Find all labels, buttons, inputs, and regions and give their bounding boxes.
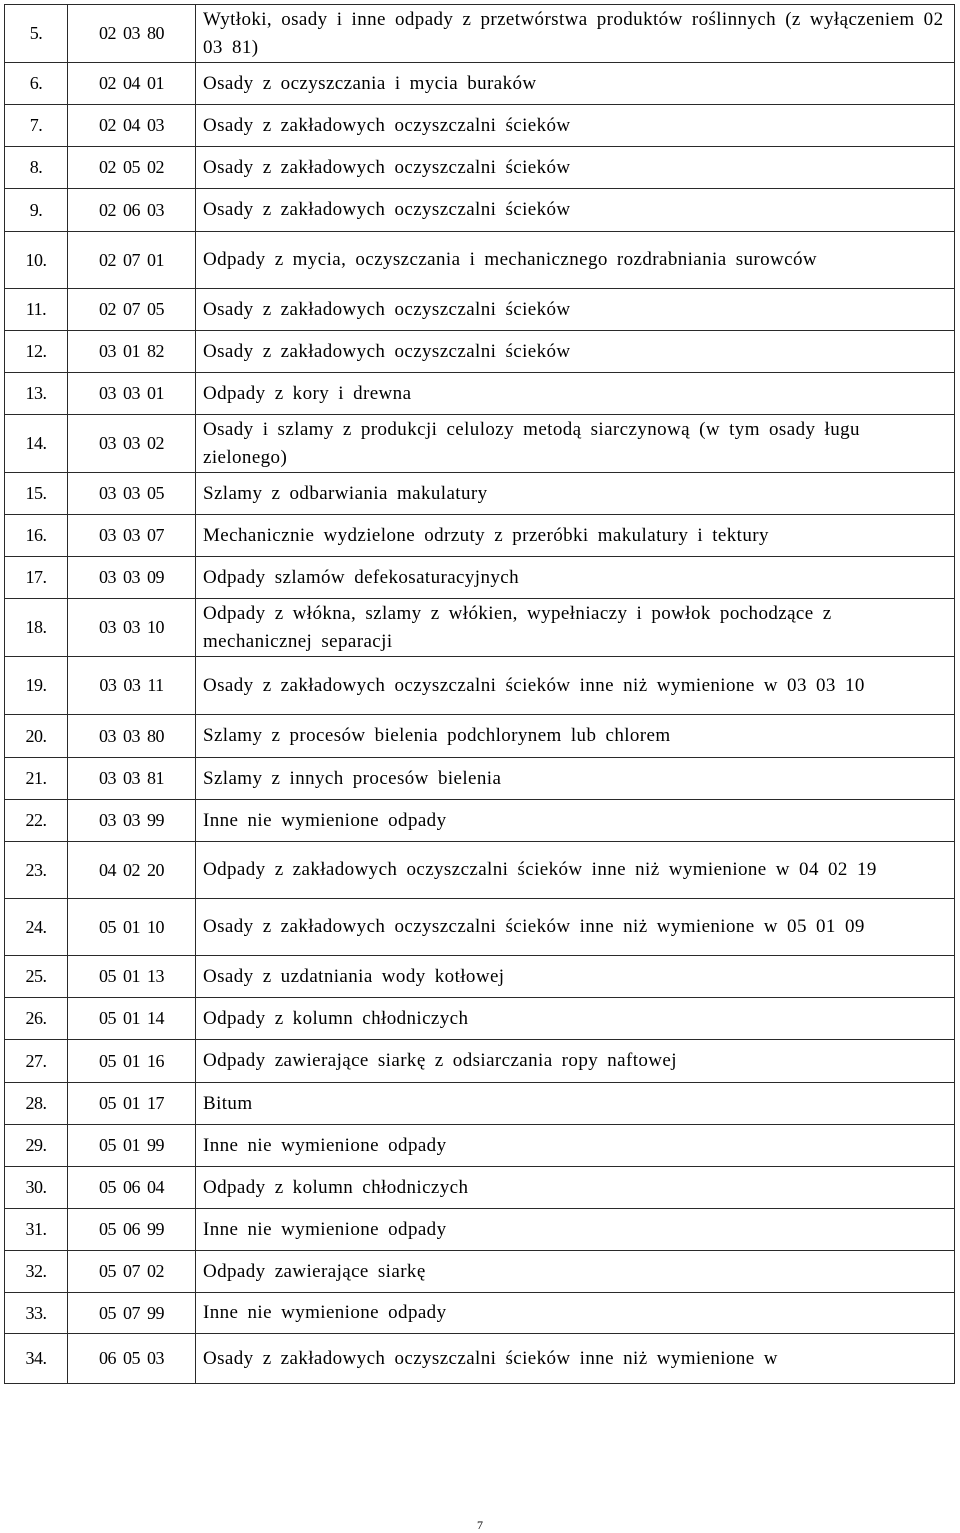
- waste-code: 05 01 99: [68, 1125, 196, 1167]
- row-number: 6.: [5, 63, 68, 105]
- table-row: [5, 956, 955, 998]
- row-number: 7.: [5, 105, 68, 147]
- waste-code: 05 01 13: [68, 956, 196, 998]
- waste-code: 05 01 17: [68, 1083, 196, 1125]
- row-number: 14.: [5, 415, 68, 473]
- waste-code: 03 03 11: [68, 657, 196, 715]
- waste-code: 02 07 05: [68, 289, 196, 331]
- table-row: [5, 899, 955, 956]
- row-number: 19.: [5, 657, 68, 715]
- waste-description: Inne nie wymienione odpady: [196, 1125, 955, 1167]
- row-number: 17.: [5, 557, 68, 599]
- waste-description: Mechanicznie wydzielone odrzuty z przeróbki makulatury i tektury: [196, 515, 955, 557]
- waste-code: 02 04 01: [68, 63, 196, 105]
- waste-code: 02 04 03: [68, 105, 196, 147]
- row-number: 27.: [5, 1040, 68, 1083]
- row-number: 16.: [5, 515, 68, 557]
- waste-code: 02 06 03: [68, 189, 196, 232]
- waste-code: 02 03 80: [68, 5, 196, 63]
- table-row: [5, 189, 955, 232]
- row-number: 31.: [5, 1209, 68, 1251]
- table-row: [5, 1125, 955, 1167]
- waste-description: Odpady z włókna, szlamy z włókien, wypełniaczy i powłok pochodzące z mechanicznej separacji: [196, 599, 955, 657]
- waste-description: Szlamy z innych procesów bielenia: [196, 758, 955, 800]
- table-row: [5, 105, 955, 147]
- table-row: [5, 63, 955, 105]
- waste-description: Inne nie wymienione odpady: [196, 1293, 955, 1334]
- row-number: 23.: [5, 842, 68, 899]
- row-number: 20.: [5, 715, 68, 758]
- row-number: 29.: [5, 1125, 68, 1167]
- waste-description: Bitum: [196, 1083, 955, 1125]
- table-row: [5, 1251, 955, 1293]
- row-number: 26.: [5, 998, 68, 1040]
- table-row: [5, 5, 955, 63]
- waste-description: Osady z zakładowych oczyszczalni ścieków inne niż wymienione w 05 01 09: [196, 899, 955, 956]
- table-row: [5, 289, 955, 331]
- waste-description: Odpady zawierające siarkę: [196, 1251, 955, 1293]
- waste-description: Szlamy z odbarwiania makulatury: [196, 473, 955, 515]
- waste-code: 05 07 02: [68, 1251, 196, 1293]
- waste-code: 05 01 16: [68, 1040, 196, 1083]
- row-number: 10.: [5, 232, 68, 289]
- waste-codes-table: [4, 4, 955, 1384]
- waste-description: Odpady szlamów defekosaturacyjnych: [196, 557, 955, 599]
- waste-description: Odpady zawierające siarkę z odsiarczania ropy naftowej: [196, 1040, 955, 1083]
- table-row: [5, 373, 955, 415]
- waste-description: Osady z zakładowych oczyszczalni ścieków: [196, 147, 955, 189]
- waste-description: Odpady z kory i drewna: [196, 373, 955, 415]
- table-row: [5, 758, 955, 800]
- row-number: 15.: [5, 473, 68, 515]
- table-row: [5, 657, 955, 715]
- waste-code: 05 01 14: [68, 998, 196, 1040]
- waste-code: 03 03 09: [68, 557, 196, 599]
- waste-code: 03 03 81: [68, 758, 196, 800]
- table-row: [5, 331, 955, 373]
- row-number: 18.: [5, 599, 68, 657]
- waste-code: 03 03 02: [68, 415, 196, 473]
- waste-description: Osady z zakładowych oczyszczalni ścieków: [196, 105, 955, 147]
- row-number: 5.: [5, 5, 68, 63]
- waste-description: Inne nie wymienione odpady: [196, 1209, 955, 1251]
- table-row: [5, 557, 955, 599]
- row-number: 33.: [5, 1293, 68, 1334]
- waste-code: 05 07 99: [68, 1293, 196, 1334]
- table-row: [5, 147, 955, 189]
- table-row: [5, 515, 955, 557]
- row-number: 9.: [5, 189, 68, 232]
- waste-code: 03 03 07: [68, 515, 196, 557]
- table-row: [5, 1293, 955, 1334]
- row-number: 12.: [5, 331, 68, 373]
- waste-description: Osady z zakładowych oczyszczalni ścieków inne niż wymienione w: [196, 1334, 955, 1384]
- table-row: [5, 1167, 955, 1209]
- waste-code: 05 01 10: [68, 899, 196, 956]
- table-body: [5, 5, 955, 1384]
- page-number: 7: [477, 1518, 483, 1532]
- row-number: 8.: [5, 147, 68, 189]
- waste-code: 05 06 99: [68, 1209, 196, 1251]
- waste-description: Osady z zakładowych oczyszczalni ścieków: [196, 189, 955, 232]
- waste-description: Wytłoki, osady i inne odpady z przetwórstwa produktów roślinnych (z wyłączeniem 02 03 81): [196, 5, 955, 63]
- row-number: 34.: [5, 1334, 68, 1384]
- table-row: [5, 232, 955, 289]
- table-row: [5, 800, 955, 842]
- waste-description: Osady z zakładowych oczyszczalni ścieków: [196, 331, 955, 373]
- table-row: [5, 715, 955, 758]
- table-row: [5, 1040, 955, 1083]
- waste-code: 04 02 20: [68, 842, 196, 899]
- waste-description: Szlamy z procesów bielenia podchlorynem lub chlorem: [196, 715, 955, 758]
- waste-description: Osady z uzdatniania wody kotłowej: [196, 956, 955, 998]
- row-number: 11.: [5, 289, 68, 331]
- waste-code: 05 06 04: [68, 1167, 196, 1209]
- row-number: 25.: [5, 956, 68, 998]
- table-row: [5, 1083, 955, 1125]
- table-row: [5, 473, 955, 515]
- table-row: [5, 599, 955, 657]
- row-number: 28.: [5, 1083, 68, 1125]
- waste-code: 06 05 03: [68, 1334, 196, 1384]
- waste-description: Osady z oczyszczania i mycia buraków: [196, 63, 955, 105]
- waste-code: 02 05 02: [68, 147, 196, 189]
- waste-code: 03 03 05: [68, 473, 196, 515]
- table-row: [5, 842, 955, 899]
- waste-code: 03 03 80: [68, 715, 196, 758]
- waste-code: 02 07 01: [68, 232, 196, 289]
- waste-code: 03 03 01: [68, 373, 196, 415]
- row-number: 21.: [5, 758, 68, 800]
- waste-description: Osady z zakładowych oczyszczalni ścieków: [196, 289, 955, 331]
- table-row: [5, 998, 955, 1040]
- row-number: 13.: [5, 373, 68, 415]
- waste-description: Osady z zakładowych oczyszczalni ścieków inne niż wymienione w 03 03 10: [196, 657, 955, 715]
- row-number: 22.: [5, 800, 68, 842]
- waste-code: 03 01 82: [68, 331, 196, 373]
- waste-description: Odpady z kolumn chłodniczych: [196, 998, 955, 1040]
- waste-description: Inne nie wymienione odpady: [196, 800, 955, 842]
- table-row: [5, 1209, 955, 1251]
- waste-description: Odpady z mycia, oczyszczania i mechanicznego rozdrabniania surowców: [196, 232, 955, 289]
- waste-description: Odpady z zakładowych oczyszczalni ścieków inne niż wymienione w 04 02 19: [196, 842, 955, 899]
- waste-code: 03 03 10: [68, 599, 196, 657]
- waste-code: 03 03 99: [68, 800, 196, 842]
- row-number: 30.: [5, 1167, 68, 1209]
- row-number: 24.: [5, 899, 68, 956]
- table-row: [5, 415, 955, 473]
- waste-description: Osady i szlamy z produkcji celulozy metodą siarczynową (w tym osady ługu zielonego): [196, 415, 955, 473]
- row-number: 32.: [5, 1251, 68, 1293]
- table-row: [5, 1334, 955, 1384]
- waste-description: Odpady z kolumn chłodniczych: [196, 1167, 955, 1209]
